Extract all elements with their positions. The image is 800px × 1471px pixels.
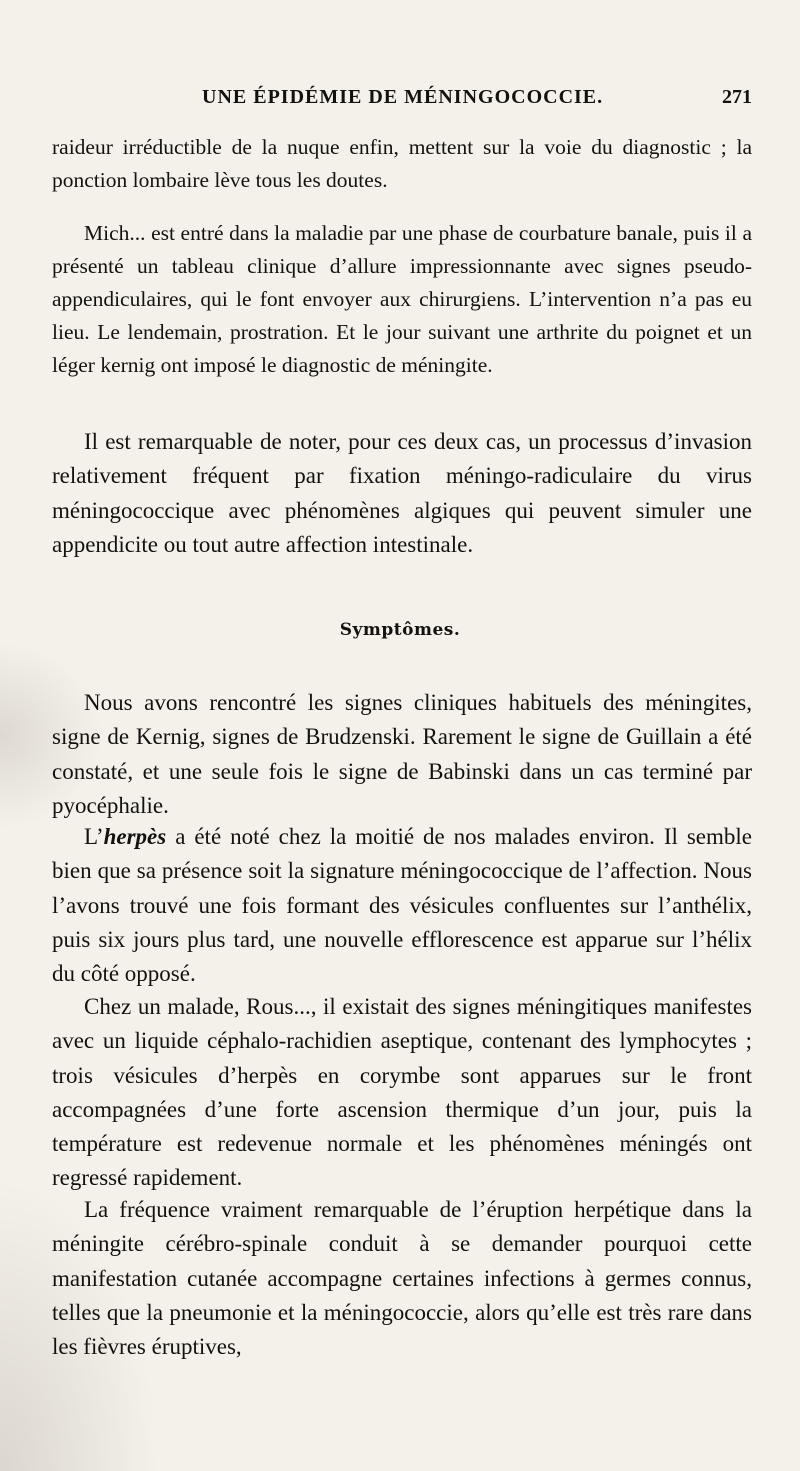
paragraph-6: Chez un malade, Rous..., il existait des signes méningitiques manifestes avec un liquide céphalo-rachidien aseptique, contenant des lymphocytes ; trois vésicules d’herpès en corymbe sont apparues sur le front accompagnées d’une forte ascension thermique d’un jour, puis la température est redevenue normale et les phénomènes méningés ont regressé rapidement. — [52, 994, 752, 1191]
paragraph-3: Il est remarquable de noter, pour ces deux cas, un processus d’invasion relativement fréquent par fixation méningo-radiculaire du virus méningococcique avec phénomènes algiques qui peuvent simuler une appendicite ou tout autre affection intestinale. — [52, 429, 752, 557]
paragraph-4: Nous avons rencontré les signes cliniques habituels des méningites, signe de Kernig, signes de Brudzenski. Rarement le signe de Guillain a été constaté, et une seule fois le signe de Babinski dans un cas terminé par pyocéphalie. — [52, 690, 752, 818]
page-number: 271 — [722, 86, 752, 108]
section-heading: Symptômes. — [339, 620, 461, 640]
herpes-term: herpès — [103, 824, 167, 849]
running-head — [52, 86, 752, 116]
paragraph-5-rest: a été noté chez la moitié de nos malades environ. Il semble bien que sa présence soit la signature méningococcique de l’affection. Nous l’avons trouvé une fois formant des vésicules confluentes sur l’anthélix, puis six jours plus tard, une nouvelle efflorescence est apparue sur l’hélix du côté opposé. — [52, 824, 752, 987]
running-title: UNE ÉPIDÉMIE DE MÉNINGOCOCCIE. — [202, 86, 604, 108]
paragraph-1: raideur irréductible de la nuque enfin, mettent sur la voie du diagnostic ; la ponction lombaire lève tous les doutes. — [52, 135, 752, 192]
paragraph-5-lead: L’ — [84, 824, 104, 849]
paragraph-7: La fréquence vraiment remarquable de l’éruption herpétique dans la méningite cérébro-spinale conduit à se demander pourquoi cette manifestation cutanée accompagne certaines infections à germes connus, telles que la pneumonie et la méningococcie, alors qu’elle est très rare dans les fièvres éruptives, — [52, 1197, 752, 1360]
paragraph-2: Mich... est entré dans la maladie par une phase de courbature banale, puis il a présenté un tableau clinique d’allure impressionnante avec signes pseudo-appendiculaires, qui le font envoyer aux chirurgiens. L’intervention n’a pas eu lieu. Le lendemain, prostration. Et le jour suivant une arthrite du poignet et un léger kernig ont imposé le diagnostic de méningite. — [52, 221, 752, 377]
paragraph-5 — [52, 820, 752, 991]
